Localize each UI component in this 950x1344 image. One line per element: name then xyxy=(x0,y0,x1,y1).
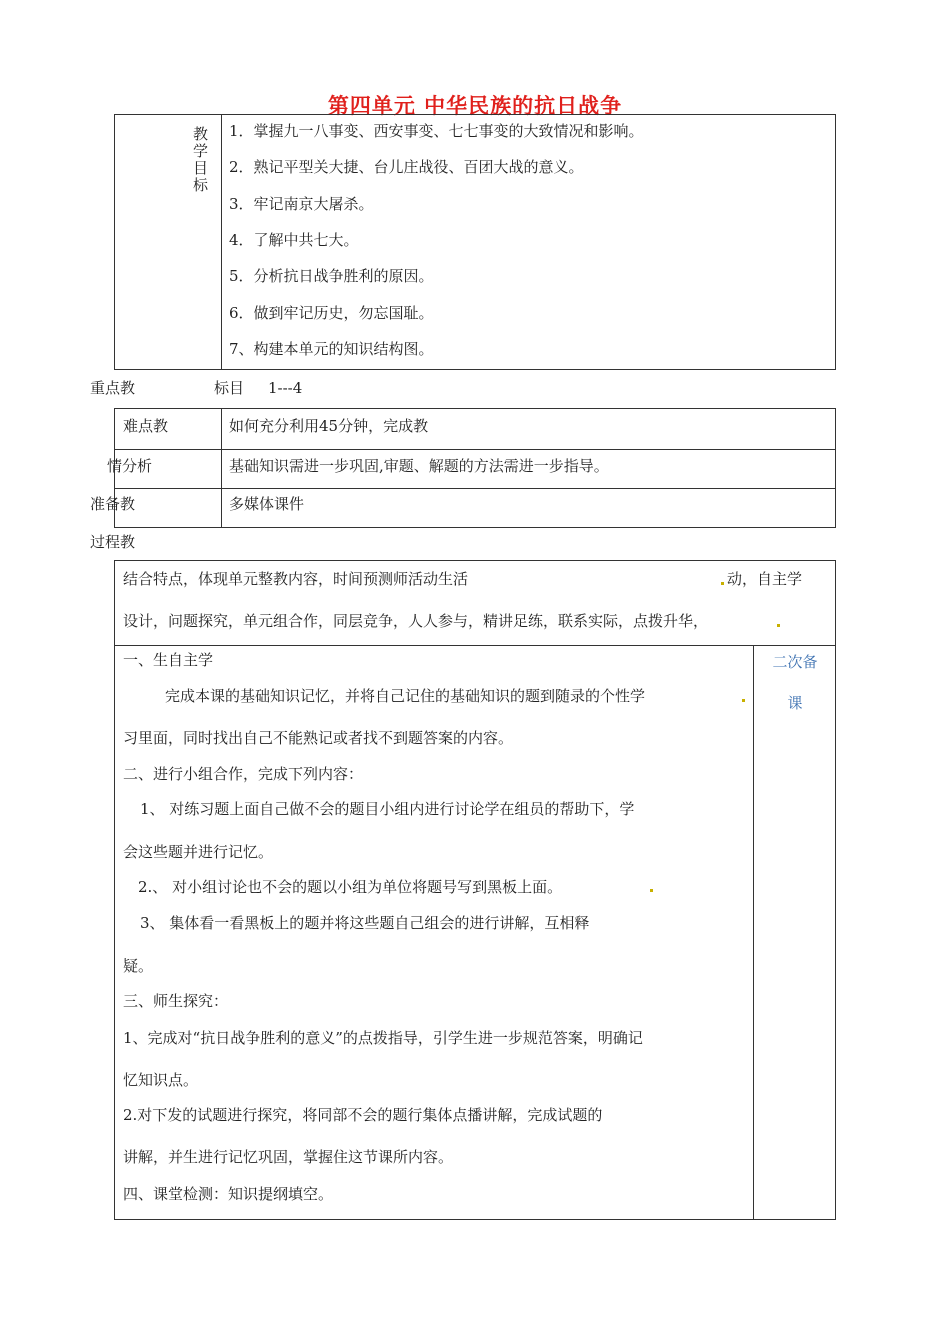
mark-dot xyxy=(650,889,653,892)
key-points-label2: 标目 xyxy=(214,379,245,397)
body-line: 1、完成对“抗日战争胜利的意义”的点拨指导，引学生进一步规范答案，明确记 xyxy=(123,1029,643,1047)
body-line: 会这些题并进行记忆。 xyxy=(123,843,274,861)
goals-label: 教学目标 xyxy=(193,125,209,194)
goal-item: 4．了解中共七大。 xyxy=(229,231,359,249)
body-line: 疑。 xyxy=(123,957,154,975)
body-line: 一、生自主学 xyxy=(123,651,214,669)
analysis-value: 基础知识需进一步巩固,审题、解题的方法需进一步指导。 xyxy=(229,457,609,475)
prep-label: 准备教 xyxy=(90,495,136,513)
body-line: 二、进行小组合作，完成下列内容： xyxy=(123,765,364,783)
body-line: 讲解，并生进行记忆巩固，掌握住这节课所内容。 xyxy=(123,1148,454,1166)
goals-section xyxy=(114,114,836,370)
body-line: 习里面，同时找出自己不能熟记或者找不到题答案的内容。 xyxy=(123,729,514,747)
process-intro-a: 结合特点，体现单元整教内容，时间预测师活动生活 xyxy=(123,570,469,588)
goals-divider xyxy=(221,114,222,370)
difficulty-divider xyxy=(221,408,222,450)
difficulty-label: 难点教 xyxy=(123,417,169,435)
prep-divider xyxy=(221,488,222,528)
prep-row xyxy=(114,488,836,528)
goal-item: 1．掌握九一八事变、西安事变、七七事变的大致情况和影响。 xyxy=(229,122,644,140)
body-line: 2.对下发的试题进行探究，将同部不会的题行集体点播讲解，完成试题的 xyxy=(123,1106,603,1124)
goal-item: 2．熟记平型关大捷、台儿庄战役、百团大战的意义。 xyxy=(229,158,584,176)
key-points-value: 1---4 xyxy=(268,379,303,397)
process-intro-2: 设计，问题探究，单元组合作，同层竞争，人人参与，精讲足练，联系实际，点拨升华， xyxy=(123,612,709,630)
goal-item: 7、构建本单元的知识结构图。 xyxy=(229,340,434,358)
difficulty-row xyxy=(114,408,836,450)
mark-dot xyxy=(777,624,780,627)
process-intro-b: 动，自主学 xyxy=(727,570,803,588)
body-divider xyxy=(753,645,754,1220)
note-label-2: 课 xyxy=(787,694,803,712)
goal-item: 6．做到牢记历史，勿忘国耻。 xyxy=(229,304,434,322)
process-label: 过程教 xyxy=(90,533,136,551)
note-label-1: 二次备 xyxy=(772,653,818,671)
body-line: 四、课堂检测：知识提纲填空。 xyxy=(123,1185,334,1203)
mark-dot xyxy=(742,699,745,702)
difficulty-value: 如何充分利用45分钟，完成教 xyxy=(229,417,429,435)
prep-value: 多媒体课件 xyxy=(229,495,305,513)
analysis-label: 情分析 xyxy=(107,457,153,475)
key-points-label: 重点教 xyxy=(90,379,136,397)
body-line: 1、 对练习题上面自己做不会的题目小组内进行讨论学在组员的帮助下，学 xyxy=(140,800,635,818)
body-line: 2.、 对小组讨论也不会的题以小组为单位将题号写到黑板上面。 xyxy=(138,878,563,896)
page-title: 第四单元 中华民族的抗日战争 xyxy=(327,94,623,118)
goal-item: 5．分析抗日战争胜利的原因。 xyxy=(229,267,434,285)
goal-item: 3．牢记南京大屠杀。 xyxy=(229,195,374,213)
mark-dot xyxy=(721,582,724,585)
body-line: 3、 集体看一看黑板上的题并将这些题自己组会的进行讲解，互相释 xyxy=(140,914,590,932)
body-line: 完成本课的基础知识记忆，并将自己记住的基础知识的题到随录的个性学 xyxy=(165,687,646,705)
body-line: 三、师生探究： xyxy=(123,992,229,1010)
body-line: 忆知识点。 xyxy=(123,1071,199,1089)
analysis-divider xyxy=(221,449,222,489)
